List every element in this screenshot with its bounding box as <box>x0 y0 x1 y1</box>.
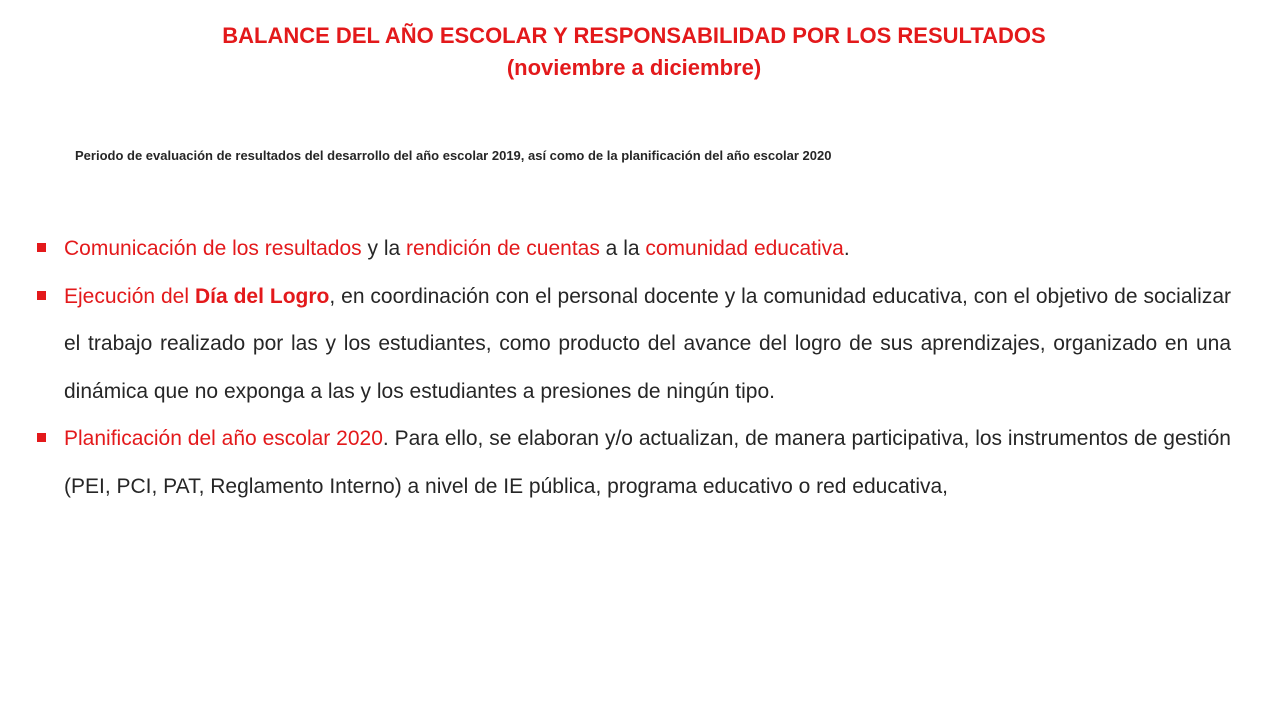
bullet-text-part: , en coordinación con el personal docente y la comunidad educativa, con el objetivo de socializar el trabajo realizado por las y los estudiantes, como producto del avance del logro de sus aprendizajes, organizado en una dinámica que no exponga a las y los estudiantes a presiones de ningún tipo. <box>64 284 1231 403</box>
slide-subtitle: Periodo de evaluación de resultados del desarrollo del año escolar 2019, así como de la planificación del año escolar 2020 <box>75 148 832 163</box>
bullet-item-3 <box>34 415 1231 510</box>
bullet-text-part: Comunicación de los resultados <box>64 237 362 260</box>
bullet-text-part: Ejecución del <box>64 284 195 308</box>
bullet-item-1 <box>34 225 1231 273</box>
bullet-text-part: a la <box>599 237 646 260</box>
square-bullet-icon <box>37 243 46 252</box>
bullet-text-part: Planificación del año escolar 2020 <box>64 427 383 450</box>
bullet-list <box>34 225 1231 510</box>
bullet-item-2 <box>34 273 1231 416</box>
square-bullet-icon <box>37 433 46 442</box>
bullet-text-part: . Para ello, se elaboran y/o actualizan, de manera participativa, los instrumentos de gestión (PEI, PCI, PAT, Reglamento Interno) a nivel de IE pública, programa educativo o red educativa, <box>64 427 1231 498</box>
bullet-text-part: comunidad educativa <box>645 237 844 260</box>
bullet-text-part: rendición de cuentas <box>406 237 600 260</box>
slide-title-line-1: BALANCE DEL AÑO ESCOLAR Y RESPONSABILIDAD POR LOS RESULTADOS <box>222 23 1046 48</box>
bullet-text-part: y la <box>361 237 407 260</box>
square-bullet-icon <box>37 291 46 300</box>
slide-title-line-2: (noviembre a diciembre) <box>506 55 762 80</box>
bullet-text-part: Día del Logro <box>194 284 330 308</box>
slide-title <box>0 20 1268 84</box>
bullet-text-part: . <box>843 237 850 260</box>
